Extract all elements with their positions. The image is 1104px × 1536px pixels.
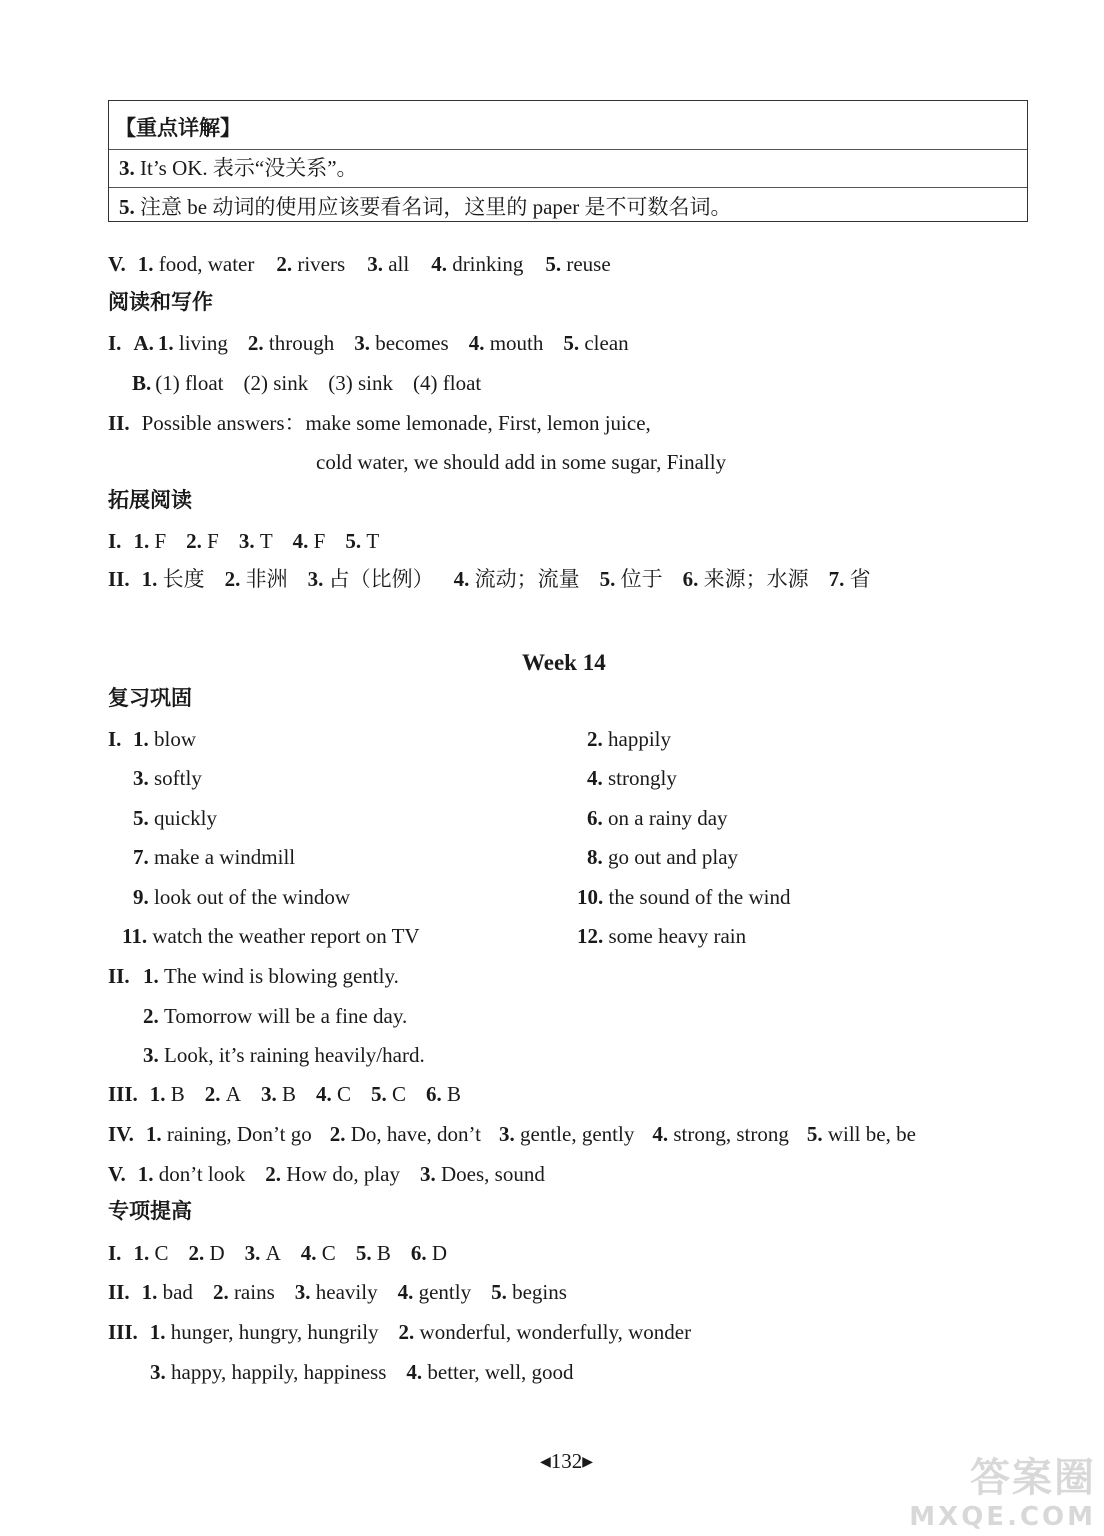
answer-text: food, water	[158, 252, 255, 276]
answer-num: 5.	[133, 806, 154, 830]
answer-text: through	[268, 331, 335, 355]
answer-item	[469, 331, 544, 355]
answer-num: 3.	[260, 1082, 282, 1106]
answer-num: 6.	[410, 1241, 432, 1265]
answer-item	[587, 847, 738, 868]
answer-text: B	[281, 1082, 296, 1106]
answer-row-rw-1b	[132, 373, 481, 394]
answer-num: 1.	[143, 964, 164, 988]
answer-item	[142, 1280, 193, 1304]
answer-row-ext-1	[108, 531, 379, 552]
answer-item	[155, 371, 223, 395]
answer-text: make a windmill	[154, 845, 296, 869]
answer-num: 3.	[238, 529, 260, 553]
answer-item	[133, 768, 202, 789]
answer-item	[133, 887, 350, 908]
answer-item	[398, 1280, 472, 1304]
answer-text: Does, sound	[441, 1162, 545, 1186]
answer-text: look out of the window	[154, 885, 350, 909]
answer-num: 2.	[329, 1122, 351, 1146]
answer-item	[133, 729, 196, 750]
answer-item	[354, 331, 448, 355]
box-line-5	[119, 197, 731, 218]
answer-num: 5.	[345, 529, 367, 553]
answer-row-special-ii	[108, 1282, 567, 1303]
answer-num: 2.	[212, 1280, 234, 1304]
answer-text: some heavy rain	[608, 924, 747, 948]
answer-num: 5.	[599, 567, 621, 591]
answer-row-ext-2	[108, 569, 871, 590]
answer-num: 1.	[133, 1241, 155, 1265]
answer-item	[316, 1082, 351, 1106]
row-label: II.	[108, 1280, 130, 1304]
row-label: II.	[108, 567, 130, 591]
answer-text: C	[154, 1241, 169, 1265]
row-label: V.	[108, 1162, 126, 1186]
answer-item	[301, 1241, 336, 1265]
answer-item	[146, 1122, 312, 1146]
answer-num: 2.	[265, 1162, 287, 1186]
answer-item	[143, 966, 399, 987]
answer-text: Look, it’s raining heavily/hard.	[164, 1043, 425, 1067]
answer-text: B	[170, 1082, 185, 1106]
answer-item	[188, 1241, 224, 1265]
answer-num: 6.	[682, 567, 704, 591]
row-label: V.	[108, 252, 126, 276]
answer-num: 3.	[367, 252, 389, 276]
answer-item	[138, 252, 255, 276]
answer-num: 5.	[355, 1241, 377, 1265]
answer-text: (3) sink	[328, 371, 393, 395]
answer-num: 4.	[453, 567, 475, 591]
answer-text: watch the weather report on TV	[152, 924, 420, 948]
answer-row-rw-1a	[108, 333, 629, 354]
row-label: I.	[108, 727, 122, 751]
answer-text: becomes	[375, 331, 449, 355]
answer-text: 占（比例）	[328, 567, 434, 591]
answer-item	[239, 529, 273, 553]
answer-item	[371, 1082, 406, 1106]
answer-item	[293, 529, 326, 553]
page-number	[540, 1451, 593, 1472]
row-label: I.	[108, 1241, 122, 1265]
answer-text: C	[321, 1241, 336, 1265]
answer-num: 3.	[499, 1122, 521, 1146]
row-label: I.	[108, 529, 122, 553]
answer-row-special-iii	[108, 1322, 691, 1343]
answer-text: strongly	[608, 766, 677, 790]
answer-item	[587, 768, 677, 789]
answer-num: 1.	[137, 252, 159, 276]
answer-item	[133, 529, 166, 553]
answer-num: 3.	[420, 1162, 442, 1186]
answer-num: 10.	[577, 885, 609, 909]
answer-item	[244, 371, 309, 395]
answer-text: 位于	[620, 567, 663, 591]
answer-item	[345, 529, 379, 553]
answer-num: 4.	[587, 766, 608, 790]
answer-text: A	[265, 1241, 281, 1265]
answer-row-v	[108, 254, 611, 275]
answer-num: 2.	[204, 1082, 226, 1106]
answer-num: 1.	[141, 1280, 163, 1304]
answer-text: happy, happily, happiness	[171, 1360, 387, 1384]
answer-text: How do, play	[286, 1162, 401, 1186]
answer-text: living	[178, 331, 228, 355]
answer-item	[829, 567, 871, 591]
answer-text: D	[431, 1241, 447, 1265]
answer-row-iii	[108, 1084, 461, 1105]
answer-text: Tomorrow will be a fine day.	[164, 1004, 408, 1028]
row-sublabel: A.	[133, 331, 154, 355]
watermark-logo	[909, 1446, 1098, 1532]
answer-num: 3.	[244, 1241, 266, 1265]
box-title: 【重点详解】	[115, 116, 241, 140]
answer-item	[652, 1122, 789, 1146]
answer-num: 2.	[143, 1004, 164, 1028]
answer-text: B	[447, 1082, 462, 1106]
answer-num: 1.	[157, 331, 179, 355]
answer-text: T	[366, 529, 380, 553]
watermark-text-top: 答案圈	[970, 1455, 1096, 1501]
watermark-text-bottom: MXQE.COM	[909, 1502, 1096, 1532]
row-text: Possible answers：make some lemonade, First, lemon juice,	[141, 411, 651, 435]
answer-text: D	[209, 1241, 225, 1265]
answer-item	[143, 1045, 425, 1066]
answer-num: 1.	[141, 567, 163, 591]
row-label: III.	[108, 1082, 138, 1106]
answer-num: 2.	[224, 567, 246, 591]
row-sublabel: B.	[132, 371, 152, 395]
answer-item	[225, 567, 288, 591]
answer-item	[545, 252, 610, 276]
answer-item	[205, 1082, 241, 1106]
answer-num: 3.	[307, 567, 329, 591]
answer-num: 1.	[133, 529, 155, 553]
row-label: IV.	[108, 1122, 134, 1146]
answer-text: go out and play	[608, 845, 739, 869]
answer-text: Do, have, don’t	[350, 1122, 482, 1146]
answer-text: heavily	[315, 1280, 378, 1304]
answer-num: 1.	[137, 1162, 159, 1186]
answer-text: reuse	[566, 252, 611, 276]
answer-item	[248, 331, 334, 355]
answer-text: drinking	[452, 252, 524, 276]
row-label: I.	[108, 331, 122, 355]
answer-item	[807, 1122, 916, 1146]
answer-num: 3.	[150, 1360, 171, 1384]
answer-text: hunger, hungry, hungrily	[170, 1320, 379, 1344]
box-line-num: 3.	[119, 156, 135, 180]
answer-item	[367, 252, 409, 276]
answer-num: 5.	[806, 1122, 828, 1146]
answer-text: on a rainy day	[608, 806, 728, 830]
answer-text: happily	[608, 727, 671, 751]
answer-item	[142, 567, 205, 591]
answer-num: 4.	[300, 1241, 322, 1265]
answer-text: begins	[512, 1280, 567, 1304]
answer-num: 3.	[294, 1280, 316, 1304]
answer-item	[265, 1162, 400, 1186]
answer-num: 4.	[315, 1082, 337, 1106]
answer-item	[330, 1122, 481, 1146]
answer-num: 4.	[397, 1280, 419, 1304]
box-line-text: 注意 be 动词的使用应该要看名词，这里的 paper 是不可数名词。	[134, 195, 732, 219]
row-label: II.	[108, 964, 130, 988]
answer-text: 来源；水源	[703, 567, 809, 591]
answer-item	[683, 567, 809, 591]
answer-text: quickly	[154, 806, 217, 830]
answer-num: 5.	[545, 252, 567, 276]
answer-item	[406, 1360, 573, 1384]
answer-item	[133, 1241, 168, 1265]
box-line-3	[119, 158, 358, 179]
answer-text: rains	[233, 1280, 275, 1304]
answer-num: 4.	[652, 1122, 674, 1146]
answer-text: F	[154, 529, 167, 553]
answer-text: (2) sink	[243, 371, 309, 395]
answer-text: don’t look	[158, 1162, 246, 1186]
page-number-text: 132	[550, 1449, 583, 1473]
answer-num: 9.	[133, 885, 154, 909]
answer-text: gently	[418, 1280, 472, 1304]
answer-num: 2.	[276, 252, 298, 276]
answer-text: F	[313, 529, 326, 553]
answer-text: A	[225, 1082, 241, 1106]
answer-num: 4.	[292, 529, 314, 553]
answer-text: F	[207, 529, 219, 553]
row-text: cold water, we should add in some sugar, Finally	[316, 450, 727, 474]
answer-item	[328, 371, 393, 395]
answer-item	[133, 847, 295, 868]
answer-item	[431, 252, 523, 276]
answer-item	[420, 1162, 545, 1186]
key-points-box	[108, 100, 1028, 222]
answer-text: strong, strong	[673, 1122, 789, 1146]
answer-item	[577, 887, 790, 908]
row-label: II.	[108, 411, 130, 435]
answer-item	[158, 331, 228, 355]
answer-row-v2	[108, 1164, 545, 1185]
answer-num: 8.	[587, 845, 608, 869]
answer-num: 11.	[122, 924, 153, 948]
answer-item	[413, 371, 481, 395]
answer-num: 2.	[186, 529, 208, 553]
answer-text: the sound of the wind	[608, 885, 791, 909]
answer-text: better, well, good	[427, 1360, 574, 1384]
answer-item	[245, 1241, 281, 1265]
answer-num: 7.	[828, 567, 850, 591]
answer-item	[213, 1280, 275, 1304]
answer-num: 3.	[143, 1043, 164, 1067]
answer-item	[138, 1162, 246, 1186]
answer-num: 12.	[577, 924, 609, 948]
answer-item	[426, 1082, 461, 1106]
answer-text: raining, Don’t go	[166, 1122, 312, 1146]
answer-text: C	[336, 1082, 351, 1106]
answer-num: 5.	[563, 331, 585, 355]
answer-row-special-iii-cont	[150, 1362, 574, 1383]
answer-text: (4) float	[413, 371, 482, 395]
answer-row-rw-2-cont	[316, 452, 726, 473]
answer-item	[399, 1320, 692, 1344]
answer-num: 7.	[133, 845, 154, 869]
answer-item	[150, 1360, 386, 1384]
answer-num: 1.	[133, 727, 154, 751]
section-heading-review: 复习巩固	[108, 686, 192, 710]
answer-num: 1.	[145, 1122, 167, 1146]
answer-num: 2.	[188, 1241, 210, 1265]
answer-item	[150, 1320, 379, 1344]
week-title: Week 14	[522, 650, 606, 675]
answer-num: 2.	[587, 727, 608, 751]
answer-item	[499, 1122, 634, 1146]
answer-item	[150, 1082, 185, 1106]
answer-text: (1) float	[155, 371, 224, 395]
answer-item	[411, 1241, 447, 1265]
answer-text: rivers	[297, 252, 346, 276]
answer-text: gentle, gently	[520, 1122, 635, 1146]
box-divider	[109, 187, 1027, 188]
box-line-text: It’s OK. 表示“没关系”。	[134, 156, 358, 180]
answer-text: mouth	[489, 331, 544, 355]
answer-item	[276, 252, 345, 276]
answer-text: 长度	[162, 567, 205, 591]
section-heading-extended-reading: 拓展阅读	[108, 488, 192, 512]
answer-item	[261, 1082, 296, 1106]
answer-num: 2.	[398, 1320, 420, 1344]
section-heading-special: 专项提高	[108, 1199, 192, 1223]
answer-row-iv	[108, 1124, 916, 1145]
answer-text: bad	[162, 1280, 193, 1304]
answer-num: 6.	[587, 806, 608, 830]
answer-item	[295, 1280, 378, 1304]
answer-text: clean	[584, 331, 629, 355]
answer-item	[577, 926, 746, 947]
answer-item	[186, 529, 219, 553]
answer-text: blow	[154, 727, 196, 751]
answer-item	[133, 808, 217, 829]
answer-num: 1.	[149, 1082, 171, 1106]
answer-text: wonderful, wonderfully, wonder	[419, 1320, 692, 1344]
answer-item	[454, 567, 580, 591]
answer-text: 流动；流量	[474, 567, 580, 591]
right-triangle-icon: ▶	[582, 1455, 594, 1470]
answer-num: 4.	[468, 331, 490, 355]
answer-item	[308, 567, 434, 591]
answer-item	[122, 926, 420, 947]
answer-text: B	[376, 1241, 391, 1265]
answer-item	[491, 1280, 567, 1304]
answer-text: all	[388, 252, 410, 276]
answer-text: will be, be	[827, 1122, 916, 1146]
row-label: III.	[108, 1320, 138, 1344]
answer-num: 4.	[431, 252, 453, 276]
answer-item	[600, 567, 663, 591]
answer-item	[587, 729, 671, 750]
section-heading-reading-writing: 阅读和写作	[108, 290, 213, 314]
answer-text: T	[259, 529, 273, 553]
answer-num: 3.	[354, 331, 376, 355]
box-line-num: 5.	[119, 195, 135, 219]
left-triangle-icon: ◀	[540, 1455, 551, 1470]
answer-item	[356, 1241, 391, 1265]
answer-text: The wind is blowing gently.	[164, 964, 399, 988]
answer-text: 省	[849, 567, 871, 591]
answer-text: 非洲	[245, 567, 288, 591]
answer-num: 6.	[426, 1082, 448, 1106]
answer-num: 2.	[247, 331, 269, 355]
answer-item	[587, 808, 728, 829]
answer-num: 1.	[149, 1320, 171, 1344]
answer-item	[563, 331, 628, 355]
answer-row-special-i	[108, 1243, 447, 1264]
answer-text: softly	[154, 766, 202, 790]
answer-num: 4.	[406, 1360, 428, 1384]
answer-row-rw-2	[108, 413, 651, 434]
answer-num: 5.	[491, 1280, 513, 1304]
answer-num: 5.	[371, 1082, 392, 1106]
answer-num: 3.	[133, 766, 154, 790]
box-divider	[109, 149, 1027, 150]
answer-text: C	[392, 1082, 407, 1106]
answer-item	[143, 1006, 407, 1027]
